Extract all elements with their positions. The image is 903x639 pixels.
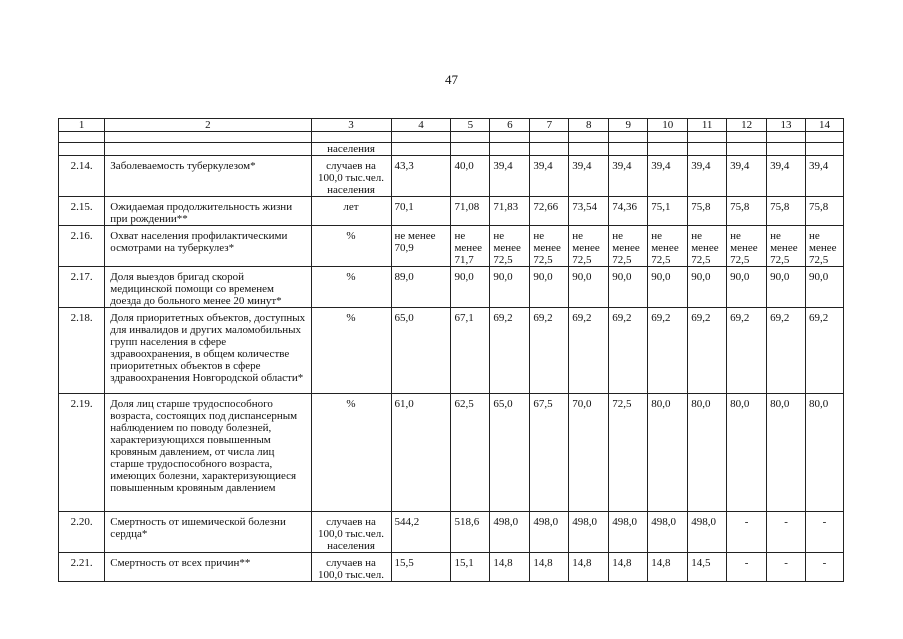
column-header: 3 [311, 119, 391, 132]
column-header: 11 [688, 119, 727, 132]
indicator-name: Смертность от всех причин** [105, 553, 311, 582]
value-cell: 69,2 [727, 308, 767, 394]
value-cell: 69,2 [530, 308, 569, 394]
column-header: 14 [806, 119, 844, 132]
column-header: 5 [451, 119, 490, 132]
value-cell: 39,4 [569, 156, 609, 197]
value-cell: 69,2 [648, 308, 688, 394]
value-cell: 15,1 [451, 553, 490, 582]
column-header: 12 [727, 119, 767, 132]
value-cell: - [727, 512, 767, 553]
value-cell: 14,8 [648, 553, 688, 582]
value-cell: 72,66 [530, 197, 569, 226]
value-cell: не менее 72,5 [767, 226, 806, 267]
value-cell: 14,5 [688, 553, 727, 582]
value-cell: 39,4 [530, 156, 569, 197]
value-cell: не менее 72,5 [530, 226, 569, 267]
value-cell: не менее 72,5 [490, 226, 530, 267]
value-cell: 40,0 [451, 156, 490, 197]
value-cell: 80,0 [727, 394, 767, 512]
value-cell: 498,0 [609, 512, 648, 553]
row-number: 2.14. [59, 156, 105, 197]
value-cell: 75,1 [648, 197, 688, 226]
continuation-row [59, 143, 844, 156]
table-row [59, 226, 844, 267]
indicator-name: Охват населения профилактическими осмотрами на туберкулез* [105, 226, 311, 267]
unit-of-measure: случаев на 100,0 тыс.чел. населения [311, 156, 391, 197]
indicator-name: Доля лиц старше трудоспособного возраста, состоящих под диспансерным наблюдением по поводу болезней, характеризующихся повышенным кровяным давлением, от числа лиц старше трудоспособного возраста, имеющих болезни, характеризующиеся повышенным кровяным давлением [105, 394, 311, 512]
value-cell: 90,0 [530, 267, 569, 308]
indicators-table [58, 118, 844, 582]
value-cell: 70,0 [569, 394, 609, 512]
value-cell: 39,4 [688, 156, 727, 197]
value-cell: 90,0 [609, 267, 648, 308]
unit-of-measure: % [311, 394, 391, 512]
value-cell: 80,0 [648, 394, 688, 512]
value-cell: 90,0 [569, 267, 609, 308]
value-cell: 43,3 [391, 156, 451, 197]
value-cell: 70,1 [391, 197, 451, 226]
unit-of-measure: случаев на 100,0 тыс.чел. [311, 553, 391, 582]
row-number: 2.20. [59, 512, 105, 553]
header-row [59, 119, 844, 132]
value-cell: 14,8 [490, 553, 530, 582]
value-cell: 14,8 [530, 553, 569, 582]
row-number: 2.15. [59, 197, 105, 226]
value-cell: 90,0 [727, 267, 767, 308]
table-row [59, 308, 844, 394]
table-row [59, 553, 844, 582]
table-row [59, 197, 844, 226]
value-cell: 75,8 [727, 197, 767, 226]
value-cell: 39,4 [609, 156, 648, 197]
value-cell: 39,4 [806, 156, 844, 197]
column-header: 7 [530, 119, 569, 132]
indicator-name: Доля приоритетных объектов, доступных для инвалидов и других маломобильных групп населения в сфере здравоохранения, в общем количестве приоритетных объектов в сфере здравоохранения Новгородской области* [105, 308, 311, 394]
value-cell: не менее 72,5 [648, 226, 688, 267]
unit-of-measure: % [311, 267, 391, 308]
value-cell: 90,0 [806, 267, 844, 308]
row-number: 2.19. [59, 394, 105, 512]
table-row [59, 512, 844, 553]
value-cell: 71,08 [451, 197, 490, 226]
value-cell: 74,36 [609, 197, 648, 226]
value-cell: 75,8 [688, 197, 727, 226]
value-cell: 80,0 [806, 394, 844, 512]
indicator-name: Смертность от ишемической болезни сердца* [105, 512, 311, 553]
column-header: 1 [59, 119, 105, 132]
column-header: 13 [767, 119, 806, 132]
table-row [59, 267, 844, 308]
value-cell: 69,2 [569, 308, 609, 394]
row-number: 2.17. [59, 267, 105, 308]
value-cell: 39,4 [767, 156, 806, 197]
indicator-name: Заболеваемость туберкулезом* [105, 156, 311, 197]
value-cell: 39,4 [727, 156, 767, 197]
unit-of-measure: % [311, 226, 391, 267]
value-cell: 90,0 [767, 267, 806, 308]
value-cell: 90,0 [451, 267, 490, 308]
value-cell: 75,8 [806, 197, 844, 226]
value-cell: 72,5 [609, 394, 648, 512]
value-cell: 61,0 [391, 394, 451, 512]
value-cell: 89,0 [391, 267, 451, 308]
unit-of-measure: лет [311, 197, 391, 226]
value-cell: 80,0 [767, 394, 806, 512]
value-cell: 80,0 [688, 394, 727, 512]
value-cell: 15,5 [391, 553, 451, 582]
column-header: 9 [609, 119, 648, 132]
value-cell: 498,0 [648, 512, 688, 553]
column-header: 8 [569, 119, 609, 132]
value-cell: 67,1 [451, 308, 490, 394]
value-cell: 73,54 [569, 197, 609, 226]
value-cell: 69,2 [767, 308, 806, 394]
row-number: 2.18. [59, 308, 105, 394]
value-cell: 90,0 [648, 267, 688, 308]
value-cell: 69,2 [609, 308, 648, 394]
value-cell: не менее 70,9 [391, 226, 451, 267]
value-cell: 90,0 [688, 267, 727, 308]
value-cell: 544,2 [391, 512, 451, 553]
value-cell: 65,0 [490, 394, 530, 512]
value-cell: 62,5 [451, 394, 490, 512]
value-cell: 69,2 [806, 308, 844, 394]
table-row [59, 156, 844, 197]
value-cell: 71,83 [490, 197, 530, 226]
value-cell: 67,5 [530, 394, 569, 512]
value-cell: - [727, 553, 767, 582]
row-number: 2.16. [59, 226, 105, 267]
value-cell: 14,8 [569, 553, 609, 582]
indicator-name: Ожидаемая продолжительность жизни при рождении** [105, 197, 311, 226]
row-number: 2.21. [59, 553, 105, 582]
value-cell: не менее 72,5 [806, 226, 844, 267]
value-cell: - [767, 553, 806, 582]
value-cell: - [806, 553, 844, 582]
table-row [59, 394, 844, 512]
value-cell: не менее 72,5 [727, 226, 767, 267]
column-header: 6 [490, 119, 530, 132]
value-cell: 65,0 [391, 308, 451, 394]
value-cell: 69,2 [490, 308, 530, 394]
value-cell: 498,0 [569, 512, 609, 553]
value-cell: не менее 71,7 [451, 226, 490, 267]
column-header: 4 [391, 119, 451, 132]
value-cell: 498,0 [490, 512, 530, 553]
unit-of-measure: случаев на 100,0 тыс.чел. населения [311, 512, 391, 553]
column-header: 2 [105, 119, 311, 132]
value-cell: 39,4 [490, 156, 530, 197]
continuation-unit: населения [311, 143, 391, 156]
value-cell: 14,8 [609, 553, 648, 582]
value-cell: 90,0 [490, 267, 530, 308]
unit-of-measure: % [311, 308, 391, 394]
indicator-name: Доля выездов бригад скорой медицинской помощи со временем доезда до больного менее 20 минут* [105, 267, 311, 308]
value-cell: не менее 72,5 [569, 226, 609, 267]
value-cell: не менее 72,5 [688, 226, 727, 267]
page-number: 47 [445, 72, 458, 87]
column-header: 10 [648, 119, 688, 132]
value-cell: 498,0 [688, 512, 727, 553]
spacer-row [59, 132, 844, 143]
value-cell: 498,0 [530, 512, 569, 553]
value-cell: не менее 72,5 [609, 226, 648, 267]
value-cell: 75,8 [767, 197, 806, 226]
value-cell: 39,4 [648, 156, 688, 197]
value-cell: 69,2 [688, 308, 727, 394]
value-cell: 518,6 [451, 512, 490, 553]
value-cell: - [806, 512, 844, 553]
value-cell: - [767, 512, 806, 553]
